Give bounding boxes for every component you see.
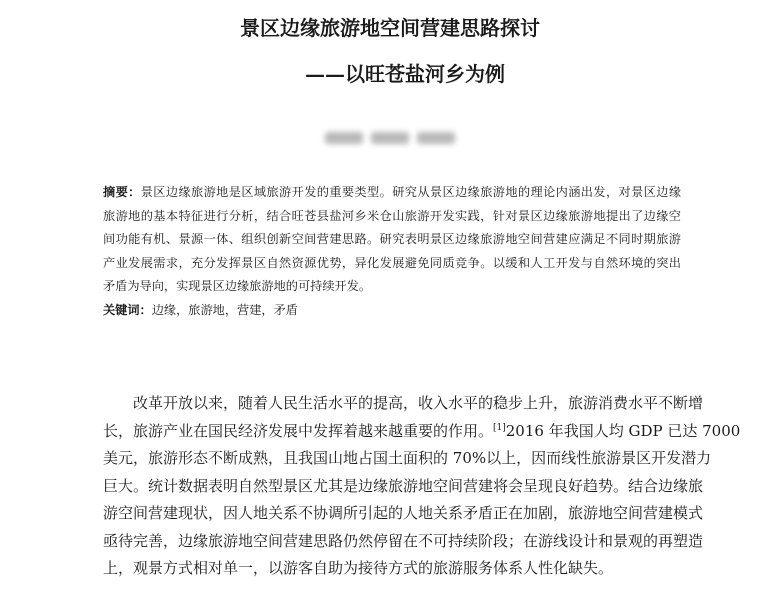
body-line: 上，观景方式相对单一，以游客自助为接待方式的旅游服务体系人性化缺失。 bbox=[103, 559, 614, 577]
abstract-line bbox=[103, 181, 681, 205]
author-blur bbox=[325, 132, 363, 144]
body-text: 2016 年我国人均 GDP 已达 7000 bbox=[505, 421, 741, 440]
body-line: 改革开放以来，随着人民生活水平的提高，收入水平的稳步上升，旅游消费水平不断增 bbox=[133, 394, 704, 412]
body-text: 长，旅游产业在国民经济发展中发挥着越来越重要的作用。 bbox=[103, 421, 494, 440]
body-line: 游空间营建现状，因人地关系不协调所引起的人地关系矛盾正在加剧，旅游地空间营建模式 bbox=[103, 504, 704, 522]
abstract-text: 景区边缘旅游地是区域旅游开发的重要类型。研究从景区边缘旅游地的理论内涵出发，对景区边缘 bbox=[140, 185, 682, 199]
body-line: 亟待完善，边缘旅游地空间营建思路仍然停留在不可持续阶段；在游线设计和景观的再塑造 bbox=[103, 531, 704, 550]
abstract-line: 间功能有机、景源一体、组织创新空间营建思路。研究表明景区边缘旅游地空间营建应满足不同时期旅游 bbox=[103, 232, 681, 246]
author-blur bbox=[371, 132, 409, 144]
body-paragraph bbox=[103, 390, 741, 583]
abstract-line: 旅游地的基本特征进行分析，结合旺苍县盐河乡米仓山旅游开发实践，针对景区边缘旅游地提出了边缘空 bbox=[103, 208, 681, 223]
paper-subtitle: ——以旺苍盐河乡为例 bbox=[305, 62, 505, 86]
authors-blurred bbox=[0, 132, 780, 144]
abstract-line: 产业发展需求，充分发挥景区自然资源优势，异化发展避免同质竞争。以缓和人工开发与自然环境的突出 bbox=[103, 255, 681, 270]
keywords bbox=[103, 299, 681, 323]
author-blur bbox=[417, 132, 455, 144]
body-line: 美元，旅游形态不断成熟，且我国山地占国土面积的 70%以上，因而线性旅游景区开发潜力 bbox=[103, 449, 712, 467]
keywords-label: 关键词： bbox=[103, 302, 152, 317]
paper-title: 景区边缘旅游地空间营建思路探讨 bbox=[240, 16, 540, 40]
body-line bbox=[103, 418, 741, 446]
citation-ref: [1] bbox=[493, 422, 506, 433]
keywords-text: 边缘，旅游地，营建，矛盾 bbox=[151, 302, 298, 317]
abstract bbox=[103, 181, 681, 322]
abstract-label: 摘要： bbox=[103, 185, 141, 199]
abstract-line: 矛盾为导向，实现景区边缘旅游地的可持续开发。 bbox=[103, 279, 372, 293]
body-line: 巨大。统计数据表明自然型景区尤其是边缘旅游地空间营建将会呈现良好趋势。结合边缘旅 bbox=[103, 476, 704, 495]
